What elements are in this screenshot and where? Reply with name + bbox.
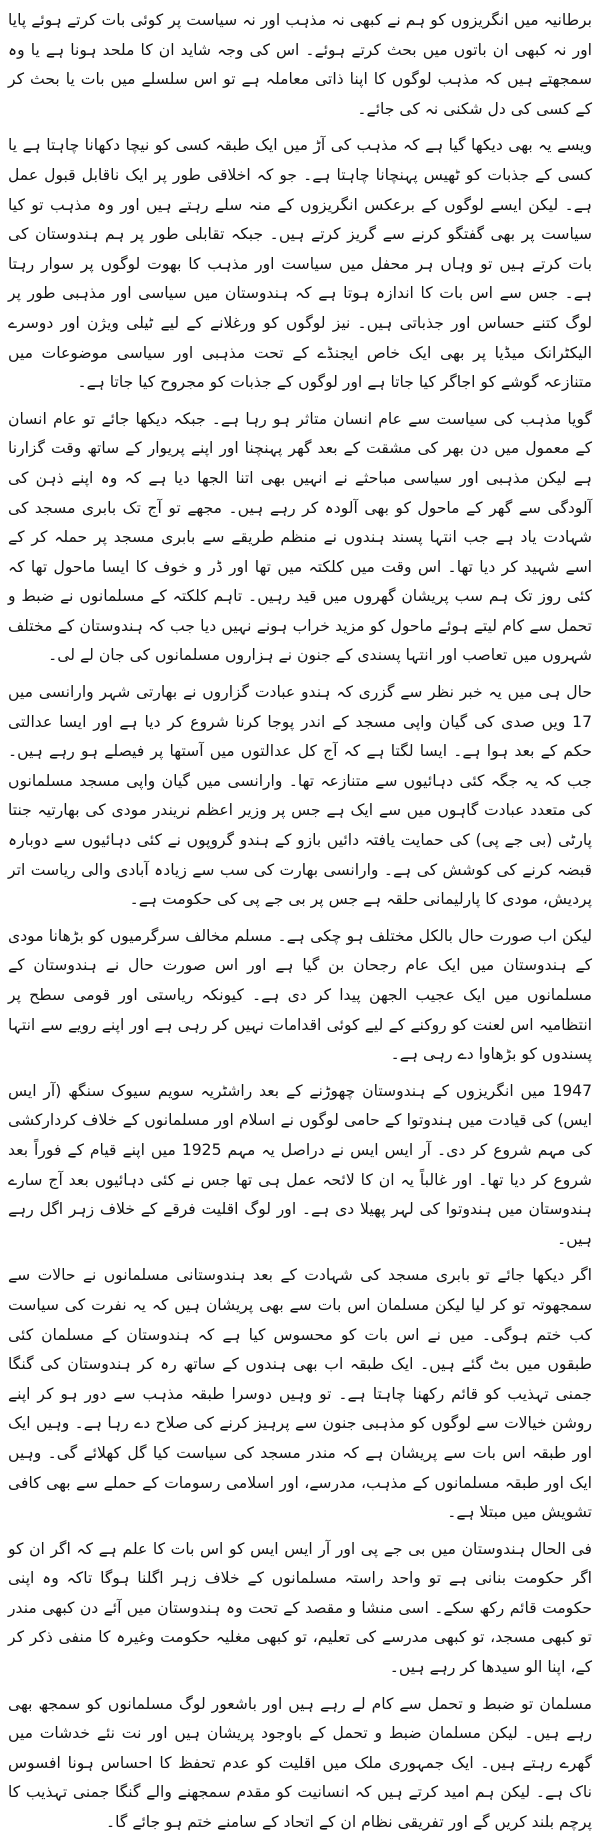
article-paragraph-8: فی الحال ہندوستان میں بی جے پی اور آر ایس ایس کو اس بات کا علم ہے کہ اگر ان کو اگر حکومت بنانی ہے تو واحد راستہ مسلمانوں کے خلاف زہر اگلنا ہوگا تاکہ وہ اپنی حکومت قائم رکھ سکے۔ اسی منشا و مقصد کے تحت وہ ہندوستان میں آئے دن کبھی مندر تو کبھی مسجد، تو کبھی مدرسے کی تعلیم، تو کبھی مغلیہ حکومت وغیرہ کا منفی ذکر کر کے، اپنا الو سیدھا کر رہے ہیں۔ — [8, 1539, 592, 1677]
article-paragraph-1: برطانیہ میں انگریزوں کو ہم نے کبھی نہ مذہب اور نہ سیاست پر کوئی بات کرتے ہوئے پایا اور نہ کبھی ان باتوں میں بحث کرتے ہوئے۔ اس کی وجہ شاید ان کا ملحد ہونا ہے یا وہ سمجھتے ہیں کہ مذہب لوگوں کا اپنا ذاتی معاملہ ہے تو اس سلسلے میں بات یا بحث کر کے کسی کی دل شکنی نہ کی جائے۔ — [8, 11, 592, 118]
article-paragraph-7: اگر دیکھا جائے تو بابری مسجد کی شہادت کے بعد ہندوستانی مسلمانوں نے حالات سے سمجھوتہ تو کر لیا لیکن مسلمان اس بات سے بھی پریشان ہیں کہ یہ نفرت کی سیاست کب ختم ہوگی۔ میں نے اس بات کو محسوس کیا ہے کہ ہندوستان کے مسلمان کئی طبقوں میں بٹ گئے ہیں۔ ایک طبقہ اب بھی ہندوں کے ساتھ رہ کر ہندوستان کی گنگا جمنی تہذیب کو قائم رکھنا چاہتا ہے۔ تو وہیں دوسرا طبقہ مذہب سے دور ہو کر اپنے روشن خیالات سے لوگوں کو مذہبی جنون سے پرہیز کرنے کی صلاح دے رہا ہے۔ وہیں ایک اور طبقہ اس بات سے پریشان ہے کہ مندر مسجد کی سیاست کیا گل کھلائے گی۔ وہیں ایک اور طبقہ مسلمانوں کے مذہب، مدرسے، اور اسلامی رسومات کے حملے سے بھی کافی تشویش میں مبتلا ہے۔ — [8, 1266, 592, 1522]
article-paragraph-3: گویا مذہب کی سیاست سے عام انسان متاثر ہو رہا ہے۔ جبکہ دیکھا جائے تو عام انسان کے معمول میں دن بھر کی مشقت کے بعد گھر پہنچنا اور اپنے پریوار کے ساتھ وقت گزارنا ہے لیکن مذہبی اور سیاسی مباحثے نے انہیں بھی اتنا الجھا دیا ہے کہ وہ اپنے ذہن کی آلودگی سے گھر کے ماحول کو بھی آلودہ کر رہے ہیں۔ مجھے تو آج تک بابری مسجد کی شہادت یاد ہے جب انتہا پسند ہندوں نے منظم طریقے سے بابری مسجد پر حملہ کر کے اسے شہید کر دیا تھا۔ اس وقت میں کلکتہ میں تھا اور ڈر و خوف کا ایسا ماحول تھا کہ کئی روز تک ہم سب پریشان گھروں میں قید رہیں۔ تاہم کلکتہ کے مسلمانوں نے ضبط و تحمل سے کام لیتے ہوئے ماحول کو مزید خراب ہونے نہیں دیا جب کہ ہندوستان کے مختلف شہروں میں تعاصب اور انتہا پسندی کے جنون نے ہزاروں مسلمانوں کی جان لے لی۔ — [8, 409, 592, 665]
article-paragraph-9: مسلمان تو ضبط و تحمل سے کام لے رہے ہیں اور باشعور لوگ مسلمانوں کو سمجھ بھی رہے ہیں۔ لیکن مسلمان ضبط و تحمل کے باوجود پریشان ہیں اور نت نئے خدشات میں گھرے رہتے ہیں۔ ایک جمہوری ملک میں اقلیت کو عدم تحفظ کا احساس ہونا افسوس ناک ہے۔ لیکن ہم امید کرتے ہیں کہ انسانیت کو مقدم سمجھنے والے گنگا جمنی تہذیب کا پرچم بلند کریں گے اور تفریقی نظام ان کے اتحاد کے سامنے ختم ہو جائے گا۔ — [8, 1694, 592, 1832]
article-paragraph-2: ویسے یہ بھی دیکھا گیا ہے کہ مذہب کی آڑ میں ایک طبقہ کسی کو نیچا دکھانا چاہتا ہے یا کسی کے جذبات کو ٹھیس پہنچانا چاہتا ہے۔ جو کہ اخلاقی طور پر ایک ناقابل قبول عمل ہے۔ لیکن ایسے لوگوں کے برعکس انگریزوں کے منہ سلے رہتے ہیں اور وہ مذہب تو کیا سیاست پر بھی گفتگو کرنے سے گریز کرتے ہیں۔ جبکہ تقابلی طور پر ہم ہندوستان کی بات کرتے ہیں تو وہاں ہر محفل میں سیاست اور مذہب کا بھوت لوگوں پر سوار رہتا ہے۔ جس سے اس بات کا اندازہ ہوتا ہے کہ ہندوستان میں سیاسی اور مذہبی طور پر لوگ کتنے حساس اور جذباتی ہیں۔ نیز لوگوں کو ورغلانے کے لیے ٹیلی ویژن اور دوسرے الیکٹرانک میڈیا پر بھی ایک خاص ایجنڈے کے تحت مذہبی اور سیاسی موضوعات میں متنازعہ گوشے کو اجاگر کیا جاتا ہے اور لوگوں کے جذبات کو مجروح کیا جاتا ہے۔ — [8, 136, 592, 392]
article-paragraph-4: حال ہی میں یہ خبر نظر سے گزری کہ ہندو عبادت گزاروں نے بھارتی شہر وارانسی میں 17 ویں صدی کی گیان واپی مسجد کے اندر پوجا کرنا شروع کر دیا ہے اور ایسا عدالتی حکم کے بعد ہوا ہے۔ ایسا لگتا ہے کہ آج کل عدالتوں میں آستھا پر فیصلے ہو رہے ہیں۔ جب کہ یہ جگہ کئی دہائیوں سے متنازعہ تھا۔ وارانسی میں گیان واپی مسجد مسلمانوں کی متعدد عبادت گاہوں میں سے ایک ہے جس پر وزیر اعظم نریندر مودی کی بھارتیہ جنتا پارٹی (بی جے پی) کی حمایت یافتہ دائیں بازو کے ہندو گروپوں نے کئی دہائیوں سے دوبارہ قبضہ کرنے کی کوشش کی ہے۔ وارانسی بھارت کی سب سے زیادہ آبادی والی ریاست اتر پردیش، مودی کا پارلیمانی حلقہ ہے جس پر بی جے پی کی حکومت ہے۔ — [8, 683, 592, 909]
article-paragraph-5: لیکن اب صورت حال بالکل مختلف ہو چکی ہے۔ مسلم مخالف سرگرمیوں کو بڑھانا مودی کے ہندوستان میں ایک عام رجحان بن گیا ہے اور اس صورت حال نے ہندوستان کے مسلمانوں میں ایک عجیب الجھن پیدا کر دی ہے۔ کیونکہ ریاستی اور قومی سطح پر انتظامیہ اس لعنت کو روکنے کے لیے کوئی اقدامات نہیں کر رہی ہے اور اپنے رویے سے انتہا پسندوں کو بڑھاوا دے رہی ہے۔ — [8, 926, 592, 1064]
article-paragraph-6: 1947 میں انگریزوں کے ہندوستان چھوڑنے کے بعد راشٹریہ سویم سیوک سنگھ (آر ایس ایس) کی قیادت میں ہندوتوا کے حامی لوگوں نے اسلام اور مسلمانوں کے خلاف کردارکشی کی مہم شروع کر دی۔ آر ایس ایس نے دراصل یہ مہم 1925 میں اپنے قیام کے فوراً بعد شروع کر دیا تھا۔ اور غالباً یہ ان کا لائحہ عمل ہی تھا جس نے کئی دہائیوں بعد آج سارے ہندوستان میں ہندوتوا کی لہر پھیلا دی ہے۔ اور لوگ اقلیت فرقے کے خلاف زہر اگل رہے ہیں۔ — [8, 1081, 592, 1248]
